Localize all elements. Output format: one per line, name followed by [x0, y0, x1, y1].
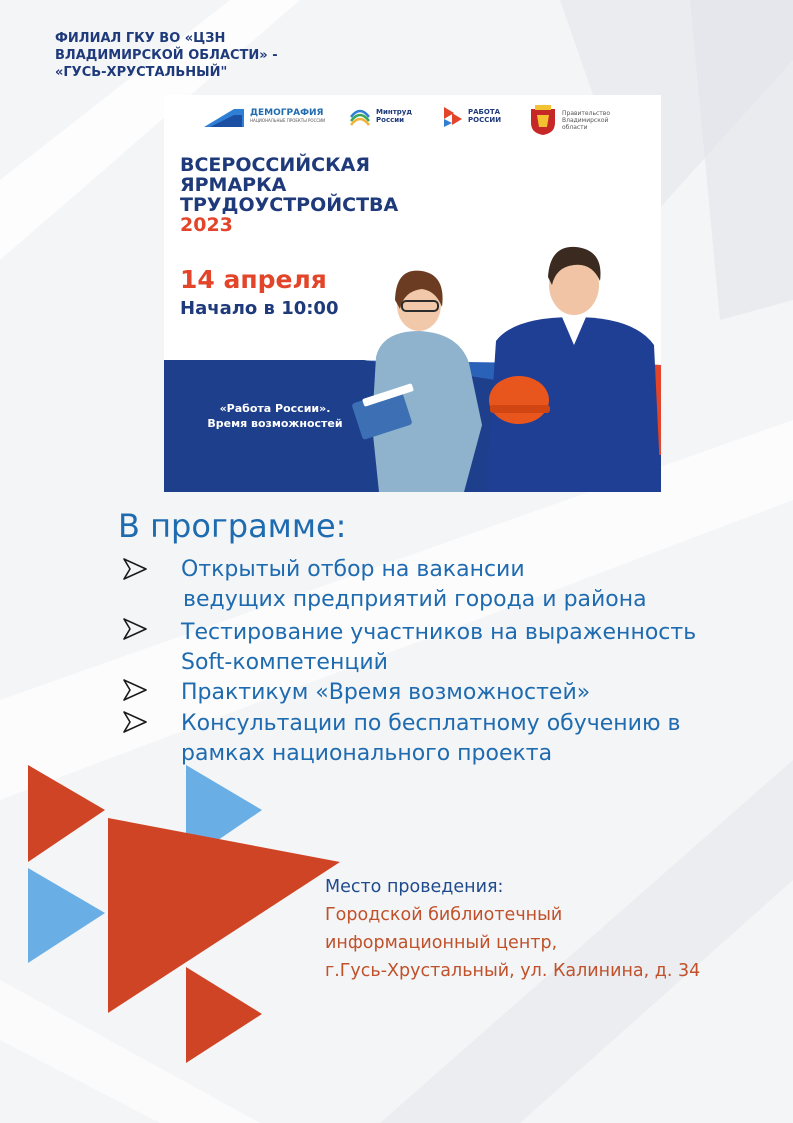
rabota-rossii-logo: [442, 105, 501, 127]
event-start-time: Начало в 10:00: [180, 298, 339, 319]
man-figure: [486, 247, 661, 492]
program-heading: В программе:: [118, 507, 347, 545]
program-item-line: ведущих предприятий города и района: [183, 587, 647, 612]
program-item-line: Консультации по бесплатному обучению в: [181, 711, 681, 736]
program-item-line: Soft-компетенций: [181, 650, 388, 675]
program-item-line: рамках национального проекта: [181, 741, 553, 766]
partner-logos: [164, 95, 661, 145]
demography-sublabel: НАЦИОНАЛЬНЫЕ ПРОЕКТЫ РОССИИ: [250, 117, 326, 123]
red-triangle: [28, 765, 105, 862]
poster-title-line: ВСЕРОССИЙСКАЯ: [180, 154, 370, 176]
arrow-bullet-icon: [122, 558, 148, 580]
event-poster: [164, 95, 661, 492]
venue-address: г.Гусь-Хрустальный, ул. Калинина, д. 34: [325, 961, 701, 981]
gov-label-3: области: [562, 123, 588, 131]
venue-label: Место проведения:: [325, 877, 504, 897]
program-item: [181, 709, 680, 769]
coat-of-arms-icon: [529, 105, 557, 135]
program-item-line: Тестирование участников на выраженность: [181, 620, 697, 645]
red-triangle: [186, 967, 262, 1063]
poster-title-line: ТРУДОУСТРОЙСТВА: [180, 194, 399, 216]
large-red-triangle: [108, 818, 340, 1013]
gov-label-2: Владимирской: [562, 116, 609, 124]
poster-title: [180, 155, 500, 235]
demography-label: ДЕМОГРАФИЯ: [250, 107, 324, 118]
arrow-bullet-icon: [122, 711, 148, 733]
poster-year: 2023: [180, 214, 233, 236]
mintrud-label-1: Минтруд: [376, 108, 412, 116]
venue-line: Городской библиотечный: [325, 905, 563, 925]
venue-line: информационный центр,: [325, 933, 558, 953]
org-line: ФИЛИАЛ ГКУ ВО «ЦЗН: [55, 31, 226, 46]
organization-header: [55, 30, 355, 81]
program-item-line: Открытый отбор на вакансии: [181, 557, 525, 582]
gov-label-1: Правительство: [562, 109, 610, 117]
rabota-label-2: РОССИИ: [468, 116, 502, 124]
program-item: [181, 678, 590, 708]
rabota-label-1: РАБОТА: [468, 108, 501, 116]
poster-slogan: [180, 401, 370, 431]
poster-title-line: ЯРМАРКА: [180, 174, 287, 196]
program-item: [181, 555, 647, 615]
program-item-line: Практикум «Время возможностей»: [181, 680, 591, 705]
demography-icon: [204, 105, 244, 127]
program-item: [181, 618, 696, 678]
demography-logo: [204, 105, 325, 127]
mintrud-label-2: России: [376, 116, 405, 124]
venue-block: [325, 873, 700, 985]
vladimir-gov-logo: [529, 105, 610, 135]
mintrud-icon: [349, 105, 371, 127]
arrow-bullet-icon: [122, 679, 148, 701]
org-line: «ГУСЬ-ХРУСТАЛЬНЫЙ": [55, 65, 228, 80]
blue-triangle: [28, 868, 105, 963]
slogan-line: «Работа России».: [219, 402, 331, 415]
rabota-rossii-icon: [442, 105, 464, 127]
event-date: 14 апреля: [180, 265, 327, 294]
slogan-line: Время возможностей: [207, 417, 343, 430]
org-line: ВЛАДИМИРСКОЙ ОБЛАСТИ» -: [55, 48, 278, 63]
arrow-bullet-icon: [122, 618, 148, 640]
mintrud-logo: [349, 105, 412, 127]
